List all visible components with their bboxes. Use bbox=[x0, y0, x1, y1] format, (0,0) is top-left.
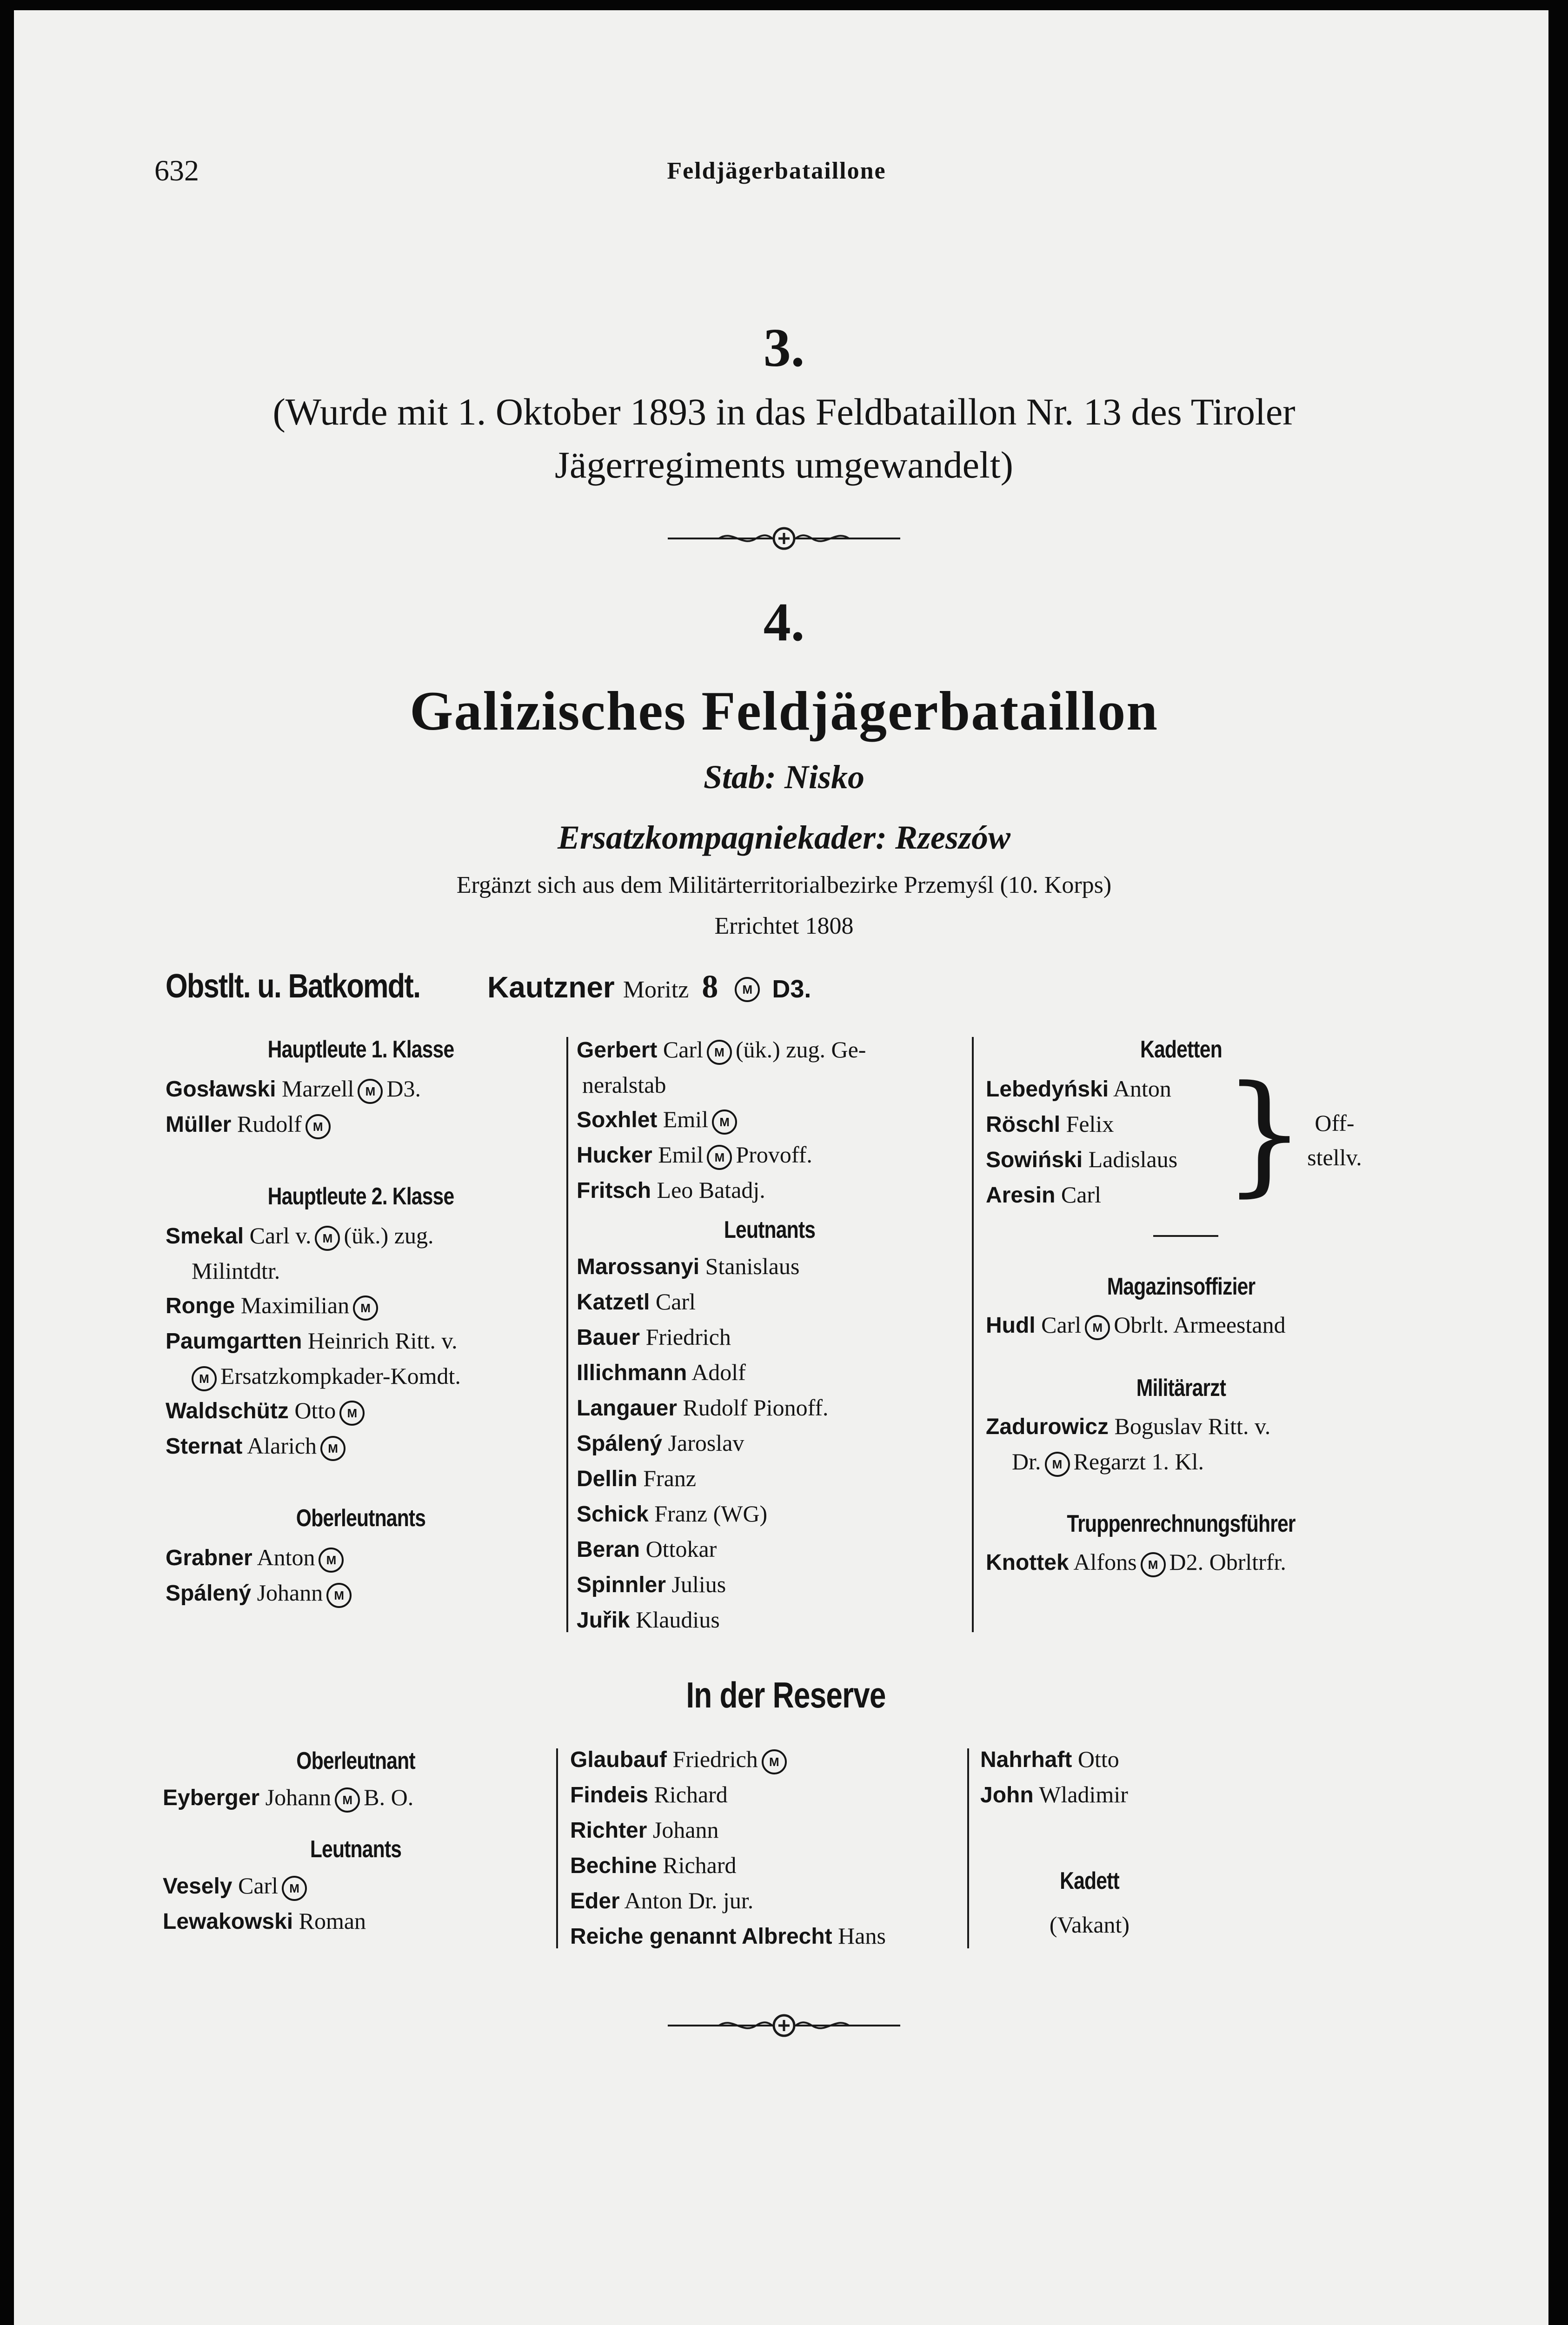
ornament-divider-top bbox=[668, 525, 900, 552]
list-item: Dellin Franz bbox=[577, 1465, 697, 1491]
m-badge-icon: M bbox=[707, 1040, 732, 1065]
heading-leutnants: Leutnants bbox=[724, 1216, 816, 1243]
heading-hauptleute-2: Hauptleute 2. Klasse bbox=[267, 1183, 454, 1210]
m-badge-icon: M bbox=[712, 1109, 737, 1135]
m-badge-icon: M bbox=[335, 1787, 360, 1813]
stab-line: Stab: Nisko bbox=[703, 758, 865, 796]
heading-hauptleute-1: Hauptleute 1. Klasse bbox=[267, 1036, 454, 1063]
list-item: Illichmann Adolf bbox=[577, 1359, 746, 1385]
running-title: Feldjägerbataillone bbox=[667, 158, 886, 184]
kader-line: Ersatzkompagniekader: Rzeszów bbox=[557, 819, 1011, 856]
section-4-title: Galizisches Feldjägerbataillon bbox=[410, 680, 1158, 742]
list-item: Soxhlet Emil M bbox=[577, 1102, 963, 1137]
list-item: John Wladimir bbox=[980, 1781, 1128, 1807]
m-badge-icon: M bbox=[192, 1366, 217, 1391]
list-item: Knottek Alfons M D2. Obrltrfr. bbox=[986, 1545, 1376, 1580]
heading-militaerarzt: Militärarzt bbox=[1136, 1375, 1226, 1402]
heading-reserve-leutnants: Leutnants bbox=[310, 1836, 402, 1863]
list-item-continued: neralstab bbox=[582, 1072, 666, 1098]
commander-given: Moritz bbox=[623, 976, 689, 1003]
list-item: Vesely Carl M bbox=[163, 1868, 549, 1904]
heading-rechnungsfuehrer: Truppenrechnungsführer bbox=[1067, 1510, 1296, 1537]
m-badge-icon: M bbox=[1141, 1552, 1166, 1577]
short-rule bbox=[1153, 1235, 1218, 1237]
section-3-note-line2: Jägerregiments umgewandelt) bbox=[555, 444, 1013, 486]
list-item: Paumgartten Heinrich Ritt. v. bbox=[166, 1328, 458, 1354]
list-item: Gosławski Marzell M D3. bbox=[166, 1071, 556, 1107]
m-badge-icon: M bbox=[315, 1226, 340, 1251]
brace-icon: } bbox=[1223, 1058, 1306, 1209]
m-badge-icon: M bbox=[319, 1548, 344, 1573]
list-item: Bauer Friedrich bbox=[577, 1324, 731, 1350]
list-item: Juřik Klaudius bbox=[577, 1607, 720, 1633]
commander-line bbox=[166, 967, 811, 1006]
m-badge-icon: M bbox=[358, 1079, 383, 1104]
divider-active-1 bbox=[566, 1037, 568, 1632]
list-item: Lebedyński Anton bbox=[986, 1076, 1171, 1102]
reserve-heading-wrap bbox=[558, 1674, 1014, 1716]
ornament-divider-bottom bbox=[668, 2012, 900, 2039]
list-item: Röschl Felix bbox=[986, 1111, 1114, 1137]
list-item: Sowiński Ladislaus bbox=[986, 1146, 1178, 1172]
reserve-column-1 bbox=[163, 1744, 549, 1939]
list-item: Eder Anton Dr. jur. bbox=[570, 1887, 754, 1913]
list-item: Hudl Carl M Obrlt. Armeestand bbox=[986, 1308, 1376, 1343]
list-item: Spinnler Julius bbox=[577, 1571, 726, 1597]
m-badge-icon: M bbox=[353, 1295, 378, 1321]
m-badge-icon: M bbox=[707, 1145, 732, 1170]
list-item: Bechine Richard bbox=[570, 1852, 737, 1878]
list-item: Aresin Carl bbox=[986, 1182, 1101, 1208]
reserve-column-3 bbox=[980, 1742, 1371, 1942]
list-item-continued: Milintdtr. bbox=[192, 1258, 280, 1284]
kadetten-group bbox=[986, 1058, 1376, 1209]
m-badge-icon: M bbox=[339, 1401, 365, 1426]
commander-name: Kautzner bbox=[487, 970, 615, 1004]
ergaenzt-line: Ergänzt sich aus dem Militärterritorialbezirke Przemyśl (10. Korps) bbox=[456, 872, 1112, 898]
list-item: Richter Johann bbox=[570, 1817, 719, 1843]
list-item: Zadurowicz Boguslav Ritt. v. bbox=[986, 1413, 1271, 1439]
list-item: Spálený Johann M bbox=[166, 1575, 556, 1611]
kadetten-note: Off- stellv. bbox=[1307, 1110, 1362, 1170]
commander-label: Obstlt. u. Batkomdt. bbox=[166, 968, 420, 1005]
list-item: Marossanyi Stanislaus bbox=[577, 1253, 800, 1279]
section-3-number: 3. bbox=[763, 317, 805, 378]
list-item: Reiche genannt Albrecht Hans bbox=[570, 1923, 886, 1949]
active-column-1 bbox=[166, 1032, 556, 1611]
section-4-number: 4. bbox=[763, 591, 805, 652]
m-badge-icon: M bbox=[1085, 1315, 1110, 1340]
list-item: Beran Ottokar bbox=[577, 1536, 717, 1562]
list-item-continued: Dr. M Regarzt 1. Kl. bbox=[986, 1444, 1376, 1479]
heading-oberleutnants: Oberleutnants bbox=[296, 1505, 426, 1532]
list-item: Eyberger Johann M B. O. bbox=[163, 1780, 549, 1815]
active-column-3 bbox=[986, 1032, 1376, 1580]
divider-reserve-2 bbox=[967, 1748, 969, 1948]
list-item: Nahrhaft Otto bbox=[980, 1746, 1119, 1772]
m-badge-icon: M bbox=[735, 977, 760, 1002]
m-badge-icon: M bbox=[1045, 1452, 1070, 1477]
list-item: Schick Franz (WG) bbox=[577, 1501, 768, 1527]
errichtet-line: Errichtet 1808 bbox=[714, 913, 854, 939]
m-badge-icon: M bbox=[326, 1583, 352, 1608]
reserve-heading: In der Reserve bbox=[686, 1674, 886, 1715]
list-item: Spálený Jaroslav bbox=[577, 1430, 744, 1456]
list-item: Grabner Anton M bbox=[166, 1540, 556, 1575]
divider-reserve-1 bbox=[556, 1748, 558, 1948]
list-item: Gerbert Carl M (ük.) zug. Ge- bbox=[577, 1032, 963, 1068]
m-badge-icon: M bbox=[282, 1876, 307, 1901]
list-item: Hucker Emil M Provoff. bbox=[577, 1137, 963, 1173]
heading-magazin: Magazinsoffizier bbox=[1107, 1273, 1256, 1300]
active-column-2 bbox=[577, 1032, 963, 1638]
heading-oberleutnant: Oberleutnant bbox=[296, 1747, 415, 1774]
commander-suffix: D3. bbox=[772, 975, 811, 1003]
page-number: 632 bbox=[154, 154, 199, 187]
heading-kadett: Kadett bbox=[1060, 1867, 1119, 1894]
cross-icon: 8 bbox=[702, 969, 718, 1005]
list-item: Müller Rudolf M bbox=[166, 1107, 556, 1142]
list-item: Findeis Richard bbox=[570, 1781, 728, 1807]
list-item: Smekal Carl v. M (ük.) zug. bbox=[166, 1218, 556, 1254]
m-badge-icon: M bbox=[320, 1436, 345, 1461]
section-3-note-line1: (Wurde mit 1. Oktober 1893 in das Feldbataillon Nr. 13 des Tiroler bbox=[272, 391, 1296, 433]
m-badge-icon: M bbox=[306, 1114, 331, 1139]
list-item: Katzetl Carl bbox=[577, 1289, 696, 1315]
list-item: Waldschütz Otto M bbox=[166, 1393, 556, 1428]
list-item: Fritsch Leo Batadj. bbox=[577, 1177, 765, 1203]
kadett-block bbox=[980, 1864, 1199, 1942]
list-item: Glaubauf Friedrich M bbox=[570, 1742, 961, 1777]
reserve-column-2 bbox=[570, 1742, 961, 1954]
kadett-value: (Vakant) bbox=[1049, 1912, 1130, 1938]
list-item-continued: M Ersatzkompkader-Komdt. bbox=[166, 1359, 556, 1393]
list-item: Langauer Rudolf Pionoff. bbox=[577, 1395, 829, 1421]
m-badge-icon: M bbox=[762, 1749, 787, 1774]
list-item: Ronge Maximilian M bbox=[166, 1288, 556, 1323]
divider-active-2 bbox=[972, 1037, 974, 1632]
heading-kadetten: Kadetten bbox=[1140, 1036, 1222, 1063]
list-item: Sternat Alarich M bbox=[166, 1428, 556, 1464]
list-item: Lewakowski Roman bbox=[163, 1908, 366, 1934]
